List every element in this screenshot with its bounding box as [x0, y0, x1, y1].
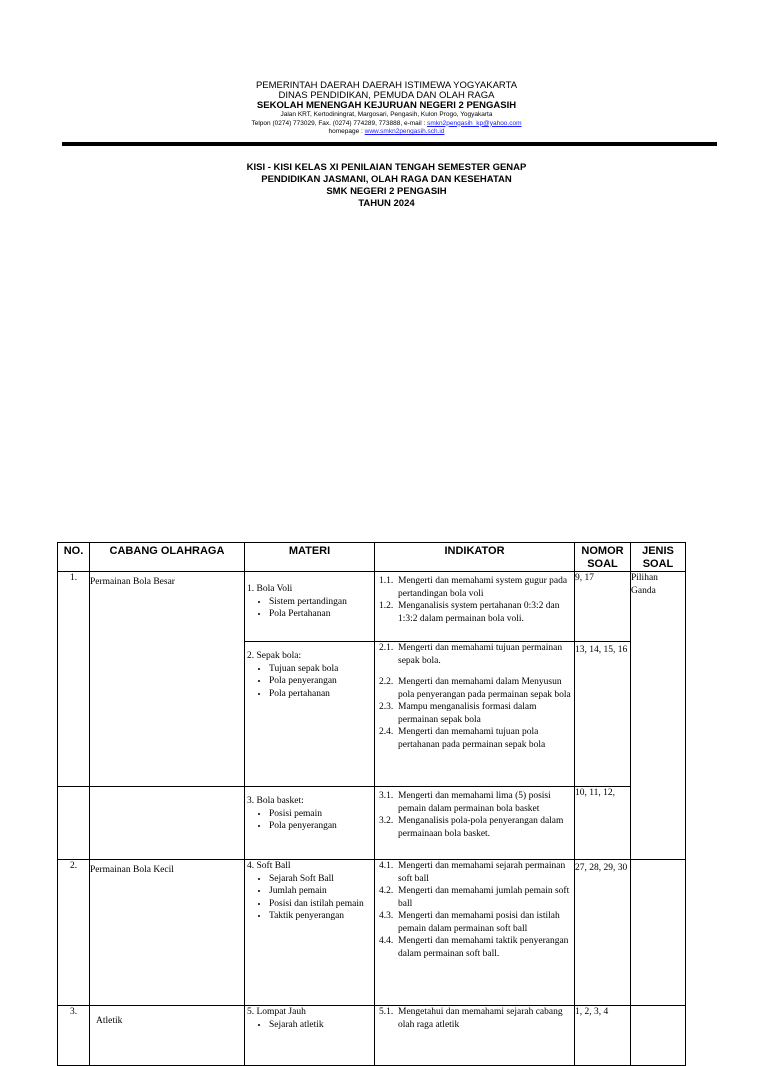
- indikator-item: 5.1. Mengetahui dan memahami sejarah cabang olah raga atletik: [379, 1007, 563, 1030]
- contact-text: Telpon (0274) 773029, Fax. (0274) 774289, 773888, e-mail :: [251, 119, 426, 127]
- cabang-text: Permainan Bola Besar: [90, 577, 175, 587]
- school-homepage: [0, 128, 768, 137]
- materi-list: [245, 596, 374, 621]
- materi-list: [245, 873, 374, 923]
- header-jenis-soal: JENIS SOAL: [631, 543, 686, 572]
- jenis-soal-cell: [631, 1006, 686, 1066]
- cabang-cell: [90, 860, 245, 1006]
- list-item: • Jumlah pemain: [269, 885, 374, 898]
- materi-cell: [245, 860, 375, 1006]
- indikator-item: 4.2. Mengerti dan memahami jumlah pemain soft ball: [379, 886, 570, 909]
- table-row: [58, 787, 686, 860]
- list-item: • Pola Pertahanan: [269, 608, 374, 621]
- materi-title: 4. Soft Ball: [247, 861, 291, 871]
- materi-title: 2. Sepak bola:: [247, 651, 302, 661]
- header-no: NO.: [58, 543, 90, 572]
- indikator-cell: [375, 642, 575, 787]
- nomor-soal-cell: 13, 14, 15, 16: [575, 642, 631, 787]
- jenis-soal-cell: [631, 787, 686, 860]
- indikator-item: 1.1. Mengerti dan memahami system gugur pada pertandingan bola voli: [379, 576, 568, 599]
- materi-title: 1. Bola Voli: [247, 584, 293, 594]
- cabang-cell: [90, 572, 245, 787]
- list-item: • Sistem pertandingan: [269, 596, 374, 609]
- materi-list: [245, 1019, 374, 1032]
- indikator-item: 2.2. Mengerti dan memahami dalam Menyusun pola penyerangan pada permainan sepak bola: [379, 677, 571, 700]
- email-link[interactable]: smkn2pengasih_kp@yahoo.com: [427, 119, 522, 127]
- indikator-cell: [375, 860, 575, 1006]
- list-item: • Posisi pemain: [269, 808, 374, 821]
- row-number: 2.: [58, 860, 90, 1006]
- list-item: • Pola penyerangan: [269, 820, 374, 833]
- cabang-cell: [90, 1006, 245, 1066]
- row-number: 1.: [58, 572, 90, 787]
- school-contact: [0, 120, 768, 129]
- kisi-table: [57, 542, 686, 1066]
- list-item: • Posisi dan istilah pemain: [269, 898, 374, 911]
- nomor-soal-cell: 9, 17: [575, 572, 631, 642]
- cabang-cell: [90, 787, 245, 860]
- materi-cell: [245, 1006, 375, 1066]
- jenis-soal-cell: [631, 860, 686, 1006]
- materi-list: [245, 663, 374, 701]
- materi-title: 5. Lompat Jauh: [247, 1007, 306, 1017]
- indikator-cell: [375, 572, 575, 642]
- indikator-item: 4.1. Mengerti dan memahami sejarah permainan soft ball: [379, 861, 566, 884]
- title-line-4: TAHUN 2024: [358, 198, 415, 209]
- list-item: • Sejarah atletik: [269, 1019, 374, 1032]
- materi-cell: [245, 572, 375, 642]
- header-indikator: INDIKATOR: [375, 543, 575, 572]
- indikator-cell: [375, 1006, 575, 1066]
- table-row: [58, 572, 686, 642]
- nomor-soal-cell: 10, 11, 12,: [575, 787, 631, 860]
- school-address: Jalan KRT, Kertodiningrat, Margosari, Pengasih, Kulon Progo, Yogyakarta: [280, 111, 493, 118]
- header-nomor-soal: NOMOR SOAL: [575, 543, 631, 572]
- letterhead: [0, 81, 768, 137]
- indikator-item: 1.2. Menganalisis system pertahanan 0:3:2 dan 1:3:2 dalam permainan bola voli.: [379, 601, 560, 624]
- jenis-soal-cell: Pilihan Ganda: [631, 572, 686, 787]
- materi-list: [245, 808, 374, 833]
- school-name: SEKOLAH MENENGAH KEJURUAN NEGERI 2 PENGASIH: [256, 100, 517, 111]
- indikator-item: 4.4. Mengerti dan memahami taktik penyerangan dalam permainan soft ball.: [379, 936, 569, 959]
- list-item: • Pola penyerangan: [269, 675, 374, 688]
- list-item: • Tujuan sepak bola: [269, 663, 374, 676]
- nomor-soal-cell: 27, 28, 29, 30: [575, 860, 631, 1006]
- indikator-item: 2.4. Mengerti dan memahami tujuan pola pertahanan pada permainan sepak bola: [379, 727, 546, 750]
- cabang-text: Permainan Bola Kecil: [90, 865, 174, 875]
- indikator-item: 3.1. Mengerti dan memahami lima (5) posisi pemain dalam permainan bola basket: [379, 791, 551, 814]
- indikator-item: 3.2. Menganalisis pola-pola penyerangan dalam permainaan bola basket.: [379, 816, 564, 839]
- homepage-label: homepage :: [328, 128, 363, 135]
- row-number: [58, 787, 90, 860]
- indikator-item: 2.3. Mampu menganalisis formasi dalam permainan sepak bola: [379, 702, 537, 725]
- indikator-item: 2.1. Mengerti dan memahami tujuan permainan sepak bola.: [379, 643, 563, 666]
- header-materi: MATERI: [245, 543, 375, 572]
- table-header-row: [58, 543, 686, 572]
- homepage-link[interactable]: www.smkn2pengasih.sch.id: [364, 128, 445, 135]
- indikator-item: 4.3. Mengerti dan memahami posisi dan istilah pemain dalam permainan soft ball: [379, 911, 560, 934]
- materi-cell: [245, 787, 375, 860]
- row-number: 3.: [58, 1006, 90, 1066]
- materi-title: 3. Bola basket:: [247, 796, 304, 806]
- department-name: DINAS PENDIDIKAN, PEMUDA DAN OLAH RAGA: [278, 90, 495, 101]
- table-row: [58, 860, 686, 1006]
- document-title: [0, 162, 768, 210]
- title-line-1: KISI - KISI KELAS XI PENILAIAN TENGAH SEMESTER GENAP: [246, 162, 527, 173]
- header-cabang: CABANG OLAHRAGA: [90, 543, 245, 572]
- indikator-cell: [375, 787, 575, 860]
- header-divider: [62, 142, 717, 146]
- government-name: PEMERINTAH DAERAH DAERAH ISTIMEWA YOGYAKARTA: [255, 80, 518, 91]
- list-item: • Taktik penyerangan: [269, 910, 374, 923]
- title-line-2: PENDIDIKAN JASMANI, OLAH RAGA DAN KESEHATAN: [261, 174, 512, 185]
- cabang-text: Atletik: [96, 1016, 123, 1026]
- table-row: [58, 1006, 686, 1066]
- nomor-soal-cell: 1, 2, 3, 4: [575, 1006, 631, 1066]
- list-item: • Pola pertahanan: [269, 688, 374, 701]
- title-line-3: SMK NEGERI 2 PENGASIH: [326, 186, 447, 197]
- materi-cell: [245, 642, 375, 787]
- list-item: • Sejarah Soft Ball: [269, 873, 374, 886]
